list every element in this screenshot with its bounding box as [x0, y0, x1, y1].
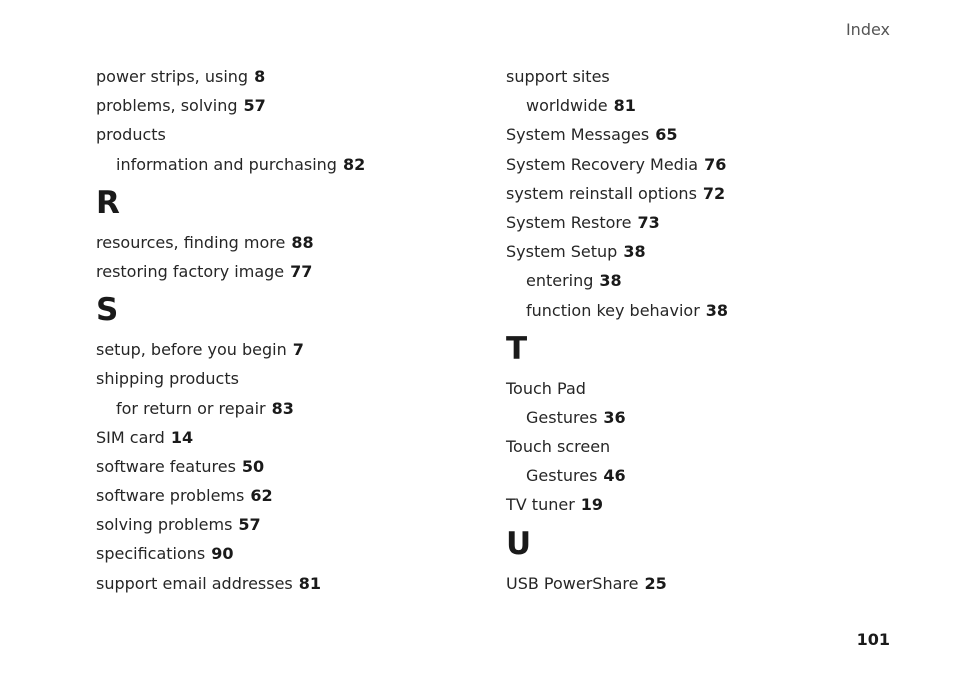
index-term: software features — [96, 456, 236, 476]
index-page-ref[interactable]: 76 — [704, 154, 727, 174]
index-entry — [96, 452, 496, 481]
index-page-ref[interactable]: 38 — [623, 242, 646, 262]
index-entry — [506, 490, 906, 519]
index-entry — [96, 62, 496, 91]
index-page-ref[interactable]: 65 — [655, 125, 678, 145]
index-term: system reinstall options — [506, 183, 697, 203]
index-term: function key behavior — [526, 300, 700, 320]
running-header: Index — [845, 20, 890, 39]
index-page-ref[interactable]: 25 — [644, 573, 667, 593]
index-entry — [96, 510, 496, 539]
index-page-ref[interactable]: 14 — [170, 427, 194, 447]
index-page-ref[interactable]: 57 — [238, 515, 261, 535]
index-subentry — [96, 150, 496, 179]
index-entry — [96, 257, 496, 286]
index-page-ref[interactable]: 38 — [705, 300, 729, 320]
index-entry — [96, 228, 496, 257]
index-entry — [506, 208, 906, 237]
index-term: TV tuner — [506, 495, 575, 515]
index-entry — [96, 91, 496, 120]
index-term: Gestures — [526, 466, 598, 486]
index-term: worldwide — [526, 96, 608, 116]
index-page-ref[interactable]: 50 — [241, 456, 265, 476]
index-subentry — [506, 296, 906, 325]
index-entry — [506, 150, 906, 179]
index-entry — [96, 335, 496, 364]
index-entry — [506, 374, 906, 403]
index-page-ref[interactable]: 57 — [243, 96, 266, 116]
index-term: power strips, using — [96, 67, 249, 86]
index-term: specifications — [96, 544, 206, 564]
index-term: entering — [526, 271, 594, 291]
index-letter-heading: U — [506, 525, 532, 562]
index-term: setup, before you begin — [96, 340, 287, 360]
index-entry — [96, 364, 496, 393]
index-page-ref[interactable]: 77 — [290, 261, 313, 281]
page-number: 101 — [856, 630, 890, 649]
index-term: Gestures — [526, 407, 598, 427]
index-entry — [506, 179, 906, 208]
index-page-ref[interactable]: 7 — [292, 340, 304, 360]
index-column-left — [96, 62, 496, 598]
index-page-ref[interactable]: 90 — [211, 544, 234, 564]
index-page-ref[interactable]: 19 — [580, 495, 604, 515]
index-term: shipping products — [96, 369, 239, 389]
index-entry — [506, 62, 906, 91]
index-letter-heading: R — [96, 184, 120, 221]
index-term: SIM card — [96, 427, 165, 447]
index-subentry — [506, 266, 906, 295]
index-subentry — [506, 91, 906, 120]
index-page-ref[interactable]: 88 — [291, 232, 314, 252]
index-page-ref[interactable]: 8 — [254, 67, 266, 86]
index-term: software problems — [96, 486, 245, 506]
index-entry — [96, 120, 496, 149]
index-term: Touch screen — [506, 437, 611, 457]
index-entry — [96, 423, 496, 452]
index-page-ref[interactable]: 81 — [298, 573, 322, 593]
index-column-right — [506, 62, 906, 598]
index-subentry — [506, 461, 906, 490]
index-term: System Messages — [506, 125, 650, 145]
index-entry — [506, 237, 906, 266]
index-term: System Restore — [506, 212, 632, 232]
index-subentry — [96, 394, 496, 423]
index-page-ref[interactable]: 73 — [637, 212, 660, 232]
index-term: restoring factory image — [96, 261, 285, 281]
index-page-ref[interactable]: 83 — [271, 398, 294, 418]
index-entry — [96, 539, 496, 568]
index-term: Touch Pad — [506, 378, 586, 398]
index-letter-heading: S — [96, 292, 119, 329]
index-term: support sites — [506, 67, 610, 86]
index-page-ref[interactable]: 82 — [342, 154, 366, 174]
index-entry — [96, 481, 496, 510]
index-entry — [506, 432, 906, 461]
index-page-ref[interactable]: 46 — [603, 466, 626, 486]
index-page-ref[interactable]: 81 — [613, 96, 636, 116]
index-page-ref[interactable]: 62 — [250, 486, 273, 506]
index-subentry — [506, 403, 906, 432]
index-term: solving problems — [96, 515, 233, 535]
index-page-ref[interactable]: 72 — [702, 183, 726, 203]
index-page-ref[interactable]: 38 — [599, 271, 622, 291]
index-entry — [96, 569, 496, 598]
index-entry — [506, 569, 906, 598]
index-term: products — [96, 125, 166, 145]
index-term: System Recovery Media — [506, 154, 699, 174]
index-term: support email addresses — [96, 573, 293, 593]
index-entry — [506, 120, 906, 149]
index-term: problems, solving — [96, 96, 238, 116]
index-letter-heading: T — [506, 330, 528, 367]
index-term: System Setup — [506, 242, 618, 262]
index-term: information and purchasing — [116, 154, 337, 174]
index-page-ref[interactable]: 36 — [603, 407, 626, 427]
index-term: resources, finding more — [96, 232, 286, 252]
index-term: USB PowerShare — [506, 573, 639, 593]
index-term: for return or repair — [116, 398, 266, 418]
